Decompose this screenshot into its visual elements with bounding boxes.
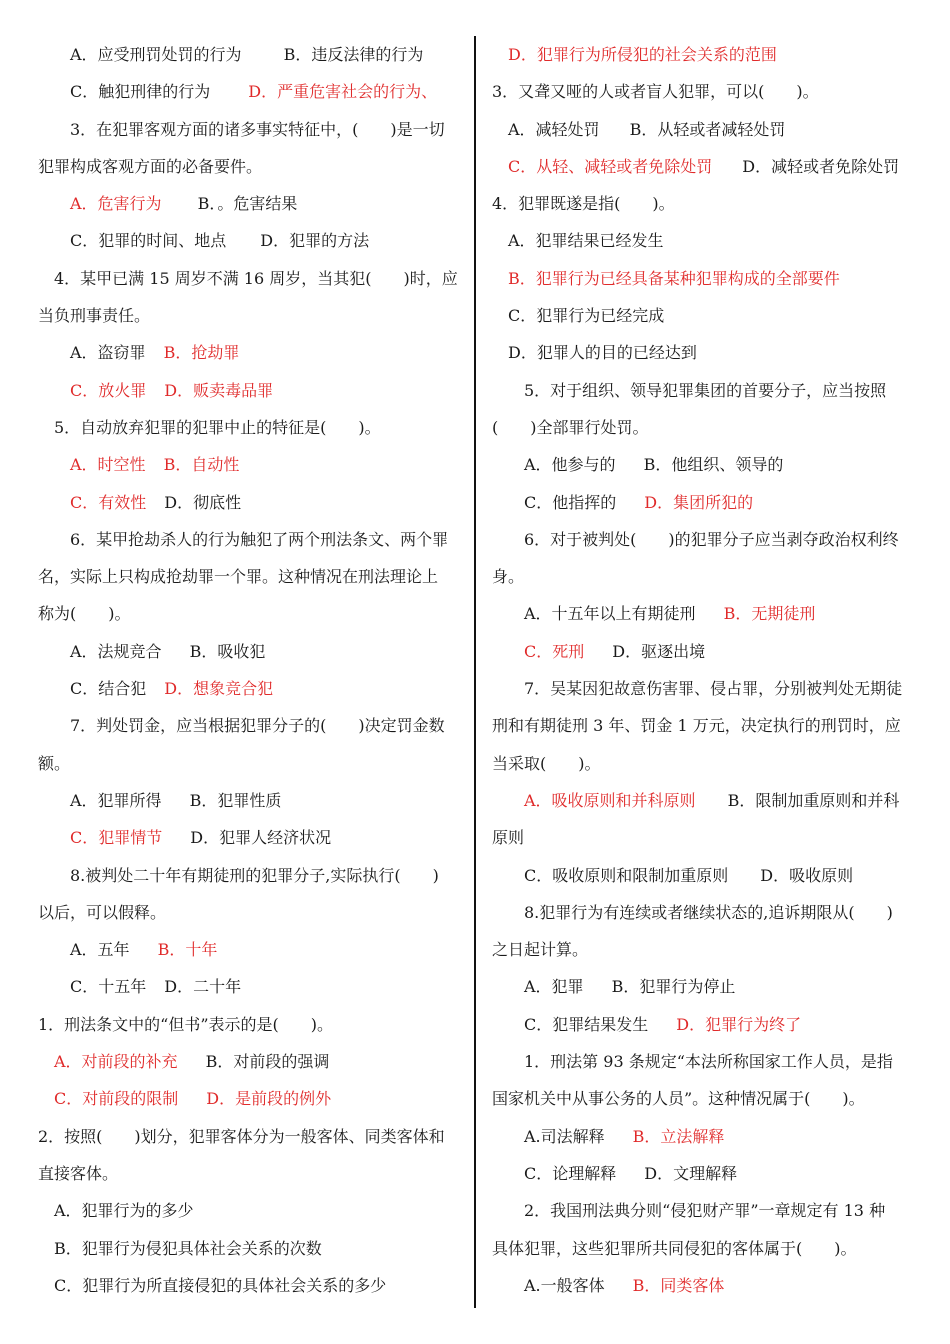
column-divider xyxy=(474,36,476,1308)
right-text-line xyxy=(492,931,920,968)
text-segment: 当采取( )。 xyxy=(492,753,601,773)
answer-highlight: C．死刑 xyxy=(524,641,585,661)
text-segment: D．犯罪人的目的已经达到 xyxy=(508,343,697,363)
text-segment: ( )全部罪行处罚。 xyxy=(492,417,649,437)
left-text-line xyxy=(38,1006,466,1043)
left-text-line xyxy=(38,558,466,595)
right-text-line xyxy=(492,73,920,110)
answer-highlight: A．吸收原则和并科原则 xyxy=(524,790,696,810)
right-text-line xyxy=(492,819,920,856)
text-segment: D．犯罪的方法 xyxy=(260,231,370,251)
answer-highlight: C．对前段的限制 xyxy=(54,1089,179,1109)
text-segment: A．盗窃罪 xyxy=(70,343,146,363)
right-text-line xyxy=(492,372,920,409)
right-text-line xyxy=(492,745,920,782)
text-segment: 直接客体。 xyxy=(38,1163,119,1183)
text-segment: A．十五年以上有期徒刑 xyxy=(524,604,696,624)
left-text-line xyxy=(38,1118,466,1155)
left-text-line xyxy=(38,782,466,819)
answer-highlight: D．犯罪行为终了 xyxy=(676,1014,802,1034)
text-segment: 2．按照( )划分，犯罪客体分为一般客体、同类客体和 xyxy=(38,1126,445,1146)
text-segment: 7．判处罚金，应当根据犯罪分子的( )决定罚金数 xyxy=(70,716,445,736)
answer-highlight: C．放火罪 xyxy=(70,380,147,400)
text-segment: C．他指挥的 xyxy=(524,492,617,512)
text-segment: 称为( )。 xyxy=(38,604,131,624)
text-segment: A．犯罪所得 xyxy=(70,790,162,810)
right-text-line xyxy=(492,1230,920,1267)
left-text-line xyxy=(38,111,466,148)
text-segment: A.司法解释 xyxy=(524,1126,605,1146)
right-text-line xyxy=(492,633,920,670)
answer-highlight: D．集团所犯的 xyxy=(644,492,754,512)
left-text-line xyxy=(38,222,466,259)
answer-highlight: A．危害行为 xyxy=(70,194,162,214)
right-text-line xyxy=(492,111,920,148)
text-segment: 3．又聋又哑的人或者盲人犯罪，可以( )。 xyxy=(492,82,819,102)
right-text-line xyxy=(492,670,920,707)
text-segment: B．他组织、领导的 xyxy=(643,455,784,475)
text-segment: 名，实际上只构成抢劫罪一个罪。这种情况在刑法理论上 xyxy=(38,567,439,587)
answer-highlight: C．犯罪情节 xyxy=(70,828,163,848)
right-text-line xyxy=(492,260,920,297)
right-text-line xyxy=(492,782,920,819)
left-text-line xyxy=(38,1043,466,1080)
answer-highlight: B．十年 xyxy=(157,940,218,960)
right-text-line xyxy=(492,1118,920,1155)
text-segment: 4．某甲已满 15 周岁不满 16 周岁，当其犯( )时，应 xyxy=(54,268,458,288)
text-segment: 1．刑法第 93 条规定“本法所称国家工作人员，是指 xyxy=(524,1052,893,1072)
left-text-line xyxy=(38,968,466,1005)
text-segment: D．犯罪人经济状况 xyxy=(190,828,332,848)
answer-highlight: B．无期徒刑 xyxy=(723,604,816,624)
left-text-line xyxy=(38,819,466,856)
left-text-line xyxy=(38,857,466,894)
text-segment: D．文理解释 xyxy=(644,1163,738,1183)
left-text-line xyxy=(38,446,466,483)
text-segment: 8.犯罪行为有连续或者继续状态的,追诉期限从( ) xyxy=(524,902,893,922)
text-segment: C．结合犯 xyxy=(70,679,147,699)
text-segment: A．五年 xyxy=(70,940,130,960)
text-segment: 以后，可以假释。 xyxy=(38,902,167,922)
text-segment: D．二十年 xyxy=(164,977,242,997)
answer-highlight: A．时空性 xyxy=(70,455,146,475)
text-segment: 1．刑法条文中的“但书”表示的是( )。 xyxy=(38,1014,334,1034)
left-text-line xyxy=(38,670,466,707)
text-segment: 犯罪构成客观方面的必备要件。 xyxy=(38,156,263,176)
right-text-line xyxy=(492,521,920,558)
text-segment: 身。 xyxy=(492,567,525,587)
left-text-line xyxy=(38,372,466,409)
right-text-line xyxy=(492,409,920,446)
text-segment: 5．对于组织、领导犯罪集团的首要分子，应当按照 xyxy=(524,380,887,400)
left-text-line xyxy=(38,595,466,632)
answer-highlight: B．自动性 xyxy=(163,455,240,475)
text-segment: 具体犯罪，这些犯罪所共同侵犯的客体属于( )。 xyxy=(492,1238,857,1258)
text-segment: C．犯罪行为已经完成 xyxy=(508,306,665,326)
answer-highlight: D．犯罪行为所侵犯的社会关系的范围 xyxy=(508,45,777,64)
text-segment: A．应受刑罚处罚的行为 xyxy=(70,45,242,64)
right-text-line xyxy=(492,1155,920,1192)
text-segment: 5．自动放弃犯罪的犯罪中止的特征是( )。 xyxy=(54,417,381,437)
text-segment: D．吸收原则 xyxy=(760,865,854,885)
left-text-line xyxy=(38,185,466,222)
left-text-line xyxy=(38,73,466,110)
text-segment: 6．对于被判处( )的犯罪分子应当剥夺政治权利终 xyxy=(524,529,899,549)
right-text-line xyxy=(492,36,920,73)
text-segment: 之日起计算。 xyxy=(492,940,589,960)
text-segment: B．。危害结果 xyxy=(197,194,298,214)
right-text-line xyxy=(492,595,920,632)
left-text-line xyxy=(38,1155,466,1192)
text-segment: 额。 xyxy=(38,753,71,773)
text-segment: C．犯罪结果发生 xyxy=(524,1014,649,1034)
left-text-line xyxy=(38,334,466,371)
left-text-line xyxy=(38,409,466,446)
left-text-line xyxy=(38,745,466,782)
right-text-line xyxy=(492,185,920,222)
right-text-line xyxy=(492,968,920,1005)
text-segment: B．从轻或者减轻处罚 xyxy=(629,119,786,139)
left-text-line xyxy=(38,484,466,521)
left-text-line xyxy=(38,297,466,334)
left-text-line xyxy=(38,1080,466,1117)
answer-highlight: D．贩卖毒品罪 xyxy=(164,380,274,400)
text-segment: 当负刑事责任。 xyxy=(38,306,151,326)
right-text-line xyxy=(492,297,920,334)
left-text-line xyxy=(38,521,466,558)
text-segment: B．对前段的强调 xyxy=(205,1052,330,1072)
answer-highlight: A．对前段的补充 xyxy=(54,1052,178,1072)
text-segment: A．犯罪结果已经发生 xyxy=(508,231,664,251)
text-segment: D．驱逐出境 xyxy=(612,641,706,661)
left-text-line xyxy=(38,707,466,744)
right-text-line xyxy=(492,707,920,744)
text-segment: A．他参与的 xyxy=(524,455,616,475)
text-segment: C．吸收原则和限制加重原则 xyxy=(524,865,729,885)
left-text-line xyxy=(38,1267,466,1304)
right-text-line xyxy=(492,1192,920,1229)
right-text-line xyxy=(492,857,920,894)
answer-highlight: C．从轻、减轻或者免除处罚 xyxy=(508,156,713,176)
text-segment: 原则 xyxy=(492,828,525,848)
text-segment: D．减轻或者免除处罚 xyxy=(742,156,900,176)
text-segment: A.一般客体 xyxy=(524,1275,605,1295)
text-segment: 4．犯罪既遂是指( )。 xyxy=(492,194,675,214)
text-segment: C．十五年 xyxy=(70,977,147,997)
left-text-line xyxy=(38,931,466,968)
text-segment: 3．在犯罪客观方面的诸多事实特征中，( )是一切 xyxy=(70,119,445,139)
left-text-line xyxy=(38,260,466,297)
text-segment: D．彻底性 xyxy=(164,492,242,512)
answer-highlight: B．抢劫罪 xyxy=(163,343,240,363)
left-column xyxy=(38,36,466,1304)
right-text-line xyxy=(492,1006,920,1043)
answer-highlight: D．是前段的例外 xyxy=(206,1089,332,1109)
left-text-line xyxy=(38,36,466,73)
text-segment: A．法规竞合 xyxy=(70,641,162,661)
text-segment: B．犯罪行为侵犯具体社会关系的次数 xyxy=(54,1238,322,1258)
text-segment: 8.被判处二十年有期徒刑的犯罪分子,实际执行( ) xyxy=(70,865,439,885)
right-text-line xyxy=(492,1080,920,1117)
text-segment: C．犯罪行为所直接侵犯的具体社会关系的多少 xyxy=(54,1275,387,1295)
text-segment: B．犯罪行为停止 xyxy=(611,977,736,997)
text-segment: 国家机关中从事公务的人员”。这种情况属于( )。 xyxy=(492,1089,865,1109)
text-segment: 刑和有期徒刑 3 年、罚金 1 万元，决定执行的刑罚时，应 xyxy=(492,716,901,736)
text-segment: 2．我国刑法典分则“侵犯财产罪”一章规定有 13 种 xyxy=(524,1201,886,1221)
text-segment: C．论理解释 xyxy=(524,1163,617,1183)
right-text-line xyxy=(492,446,920,483)
left-text-line xyxy=(38,633,466,670)
right-text-line xyxy=(492,1043,920,1080)
text-segment: A．减轻处罚 xyxy=(508,119,600,139)
right-text-line xyxy=(492,148,920,185)
text-segment: C．犯罪的时间、地点 xyxy=(70,231,227,251)
text-segment: 6．某甲抢劫杀人的行为触犯了两个刑法条文、两个罪 xyxy=(70,529,449,549)
answer-highlight: B．犯罪行为已经具备某种犯罪构成的全部要件 xyxy=(508,268,840,288)
text-segment: B．犯罪性质 xyxy=(189,790,282,810)
answer-highlight: C．有效性 xyxy=(70,492,147,512)
right-text-line xyxy=(492,334,920,371)
right-text-line xyxy=(492,558,920,595)
right-column xyxy=(492,36,920,1304)
left-text-line xyxy=(38,148,466,185)
right-text-line xyxy=(492,222,920,259)
left-text-line xyxy=(38,1192,466,1229)
text-segment: 7．吴某因犯故意伤害罪、侵占罪，分别被判处无期徒 xyxy=(524,679,903,699)
right-text-line xyxy=(492,894,920,931)
right-text-line xyxy=(492,1267,920,1304)
right-text-line xyxy=(492,484,920,521)
text-segment: B．吸收犯 xyxy=(189,641,266,661)
text-segment: B．限制加重原则和并科 xyxy=(727,790,900,810)
answer-highlight: B．同类客体 xyxy=(632,1275,725,1295)
text-segment: C．触犯刑律的行为 xyxy=(70,82,211,102)
left-text-line xyxy=(38,1230,466,1267)
answer-highlight: B．立法解释 xyxy=(632,1126,725,1146)
text-segment: A．犯罪 xyxy=(524,977,584,997)
text-segment: B．违反法律的行为 xyxy=(283,45,424,64)
left-text-line xyxy=(38,894,466,931)
answer-highlight: D．想象竞合犯 xyxy=(164,679,274,699)
answer-highlight: D．严重危害社会的行为、 xyxy=(248,82,438,102)
text-segment: A．犯罪行为的多少 xyxy=(54,1201,194,1221)
